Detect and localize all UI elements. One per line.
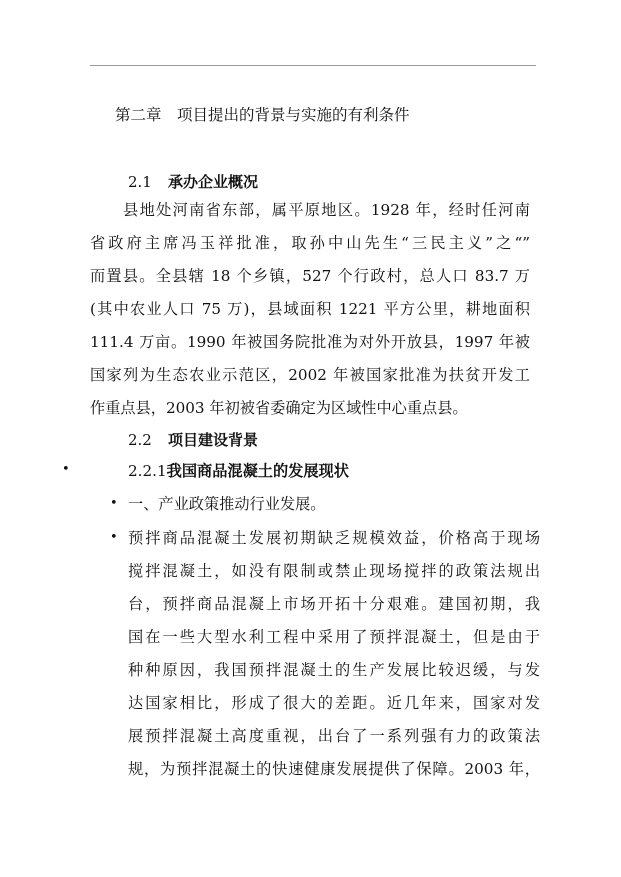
bullet-icon: • bbox=[62, 462, 70, 477]
paragraph-line: (其中农业人口 75 万)，县域面积 1221 平方公里，耕地面积 bbox=[90, 300, 530, 318]
bullet-item-1: 一、产业政策推动行业发展。 bbox=[128, 495, 326, 513]
bullet-icon: • bbox=[110, 530, 118, 545]
section-2-2-title: 项目建设背景 bbox=[168, 431, 259, 449]
paragraph-line: 作重点县，2003 年初被省委确定为区域性中心重点县。 bbox=[90, 399, 468, 417]
paragraph-line: 国家列为生态农业示范区，2002 年被国家批准为扶贫开发工 bbox=[90, 366, 530, 384]
bullet-icon: • bbox=[110, 496, 118, 511]
bullet-item-2-line: 台，预拌商品混凝上市场开拓十分艰难。建国初期，我 bbox=[128, 595, 540, 613]
header-rule bbox=[90, 65, 536, 66]
chapter-title: 第二章 项目提出的背景与实施的有利条件 bbox=[115, 106, 410, 124]
paragraph-line: 111.4 万亩。1990 年被国务院批准为对外开放县，1997 年被 bbox=[90, 333, 530, 351]
section-2-2-1-title: 我国商品混凝土的发展现状 bbox=[166, 462, 349, 480]
section-2-2-heading bbox=[128, 429, 258, 450]
section-2-1-number: 2.1 bbox=[128, 173, 152, 191]
bullet-item-2-line: 预拌商品混凝土发展初期缺乏规模效益，价格高于现场 bbox=[128, 529, 540, 547]
bullet-item-2-line: 种种原因，我国预拌混凝土的生产发展比较迟缓，与发 bbox=[128, 661, 540, 679]
section-2-1-heading bbox=[128, 171, 258, 192]
bullet-item-2-line: 搅拌混凝土，如没有限制或禁止现场搅拌的政策法规出 bbox=[128, 562, 540, 580]
paragraph-line: 省政府主席冯玉祥批准，取孙中山先生“三民主义”之“” bbox=[90, 234, 530, 252]
bullet-item-2-line: 展预拌混凝土高度重视，出台了一系列强有力的政策法 bbox=[128, 727, 540, 745]
bullet-item-2-line: 达国家相比，形成了很大的差距。近几年来，国家对发 bbox=[128, 694, 540, 712]
section-2-2-1-heading bbox=[128, 460, 349, 481]
bullet-item-2-line: 国在一些大型水利工程中采用了预拌混凝土，但是由于 bbox=[128, 628, 540, 646]
section-2-1-title: 承办企业概况 bbox=[168, 173, 259, 191]
section-2-2-number: 2.2 bbox=[128, 431, 152, 449]
paragraph-line: 县地处河南省东部，属平原地区。1928 年，经时任河南 bbox=[90, 201, 530, 219]
section-2-2-1-number: 2.2.1 bbox=[128, 462, 167, 480]
paragraph-line: 而置县。全县辖 18 个乡镇，527 个行政村，总人口 83.7 万 bbox=[90, 267, 530, 285]
bullet-item-2-line: 规，为预拌混凝土的快速健康发展提供了保障。2003 年， bbox=[128, 760, 540, 778]
